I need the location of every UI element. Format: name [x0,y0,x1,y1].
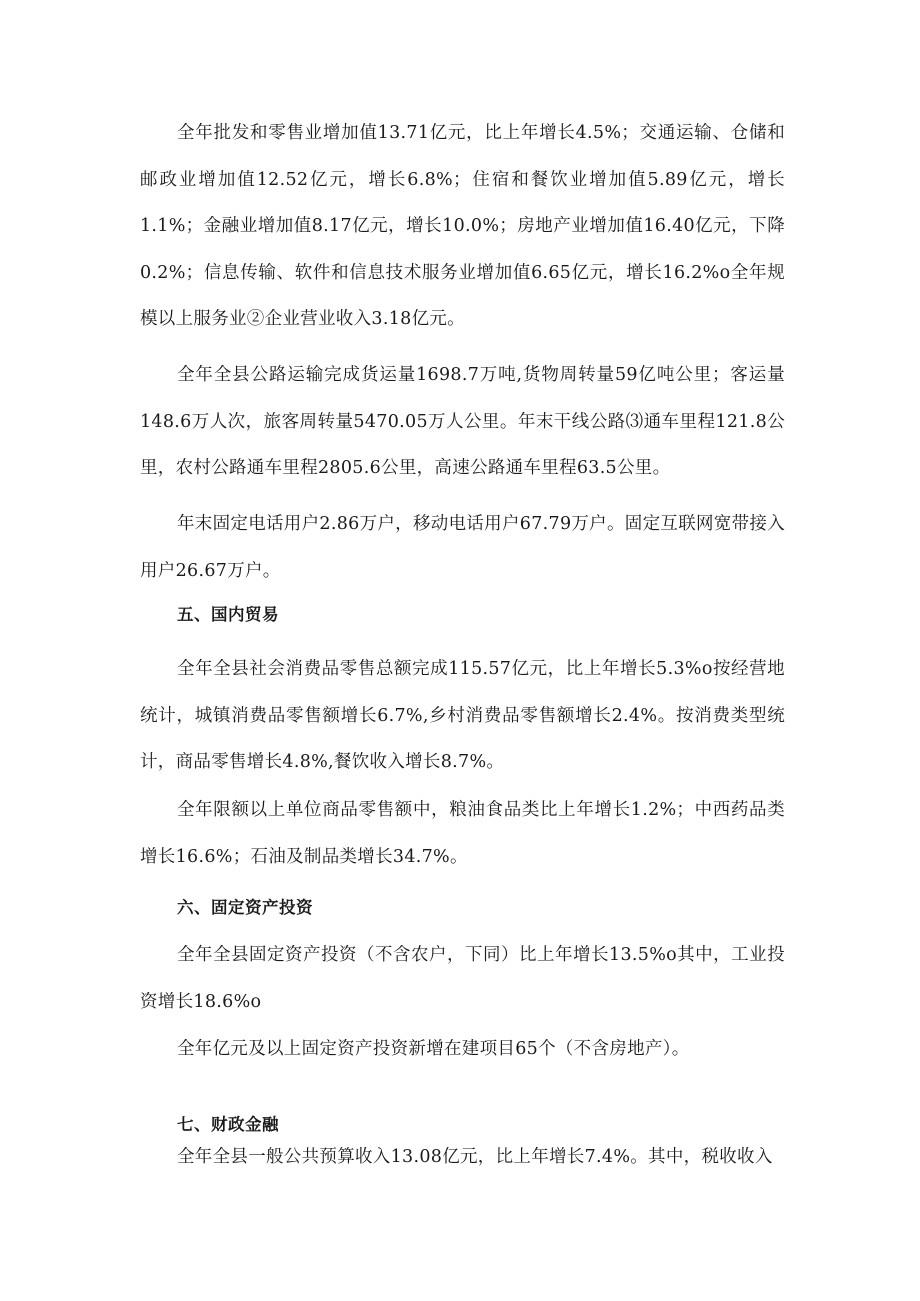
paragraph-services: 全年批发和零售业增加值13.71亿元，比上年增长4.5%；交通运输、仓储和邮政业增加值12.52亿元，增长6.8%；住宿和餐饮业增加值5.89亿元，增长1.1%；金融业增加值8.17亿元，增长10.0%；房地产业增加值16.40亿元，下降0.2%；信息传输、软件和信息技术服务业增加值6.65亿元，增长16.2%o全年规模以上服务业②企业营业收入3.18亿元。 [140,123,785,329]
paragraph-telecom: 年末固定电话用户2.86万户，移动电话用户67.79万户。固定互联网宽带接入用户26.67万户。 [140,514,785,581]
paragraph-transport: 全年全县公路运输完成货运量1698.7万吨,货物周转量59亿吨公里；客运量148.6万人次，旅客周转量5470.05万人公里。年末干线公路⑶通车里程121.8公里，农村公路通车里程2805.6公里，高速公路通车里程63.5公里。 [140,365,785,478]
section-heading-domestic-trade: 五、国内贸易 [177,605,279,624]
paragraph-retail-sales: 全年全县社会消费品零售总额完成115.57亿元，比上年增长5.3%o按经营地统计，城镇消费品零售额增长6.7%,乡村消费品零售额增长2.4%。按消费类型统计，商品零售增长4.8%,餐饮收入增长8.7%。 [140,659,785,772]
paragraph-investment-growth: 全年全县固定资产投资（不含农户，下同）比上年增长13.5%o其中，工业投资增长18.6%o [140,945,785,1012]
paragraph-retail-categories: 全年限额以上单位商品零售额中，粮油食品类比上年增长1.2%；中西药品类增长16.6%；石油及制品类增长34.7%。 [140,800,785,867]
paragraph-investment-projects: 全年亿元及以上固定资产投资新增在建项目65个（不含房地产）。 [177,1039,690,1059]
paragraph-public-revenue: 全年全县一般公共预算收入13.08亿元，比上年增长7.4%。其中，税收收入 [177,1147,773,1167]
section-heading-fixed-asset-investment: 六、固定资产投资 [177,898,313,917]
section-heading-finance: 七、财政金融 [177,1115,279,1134]
